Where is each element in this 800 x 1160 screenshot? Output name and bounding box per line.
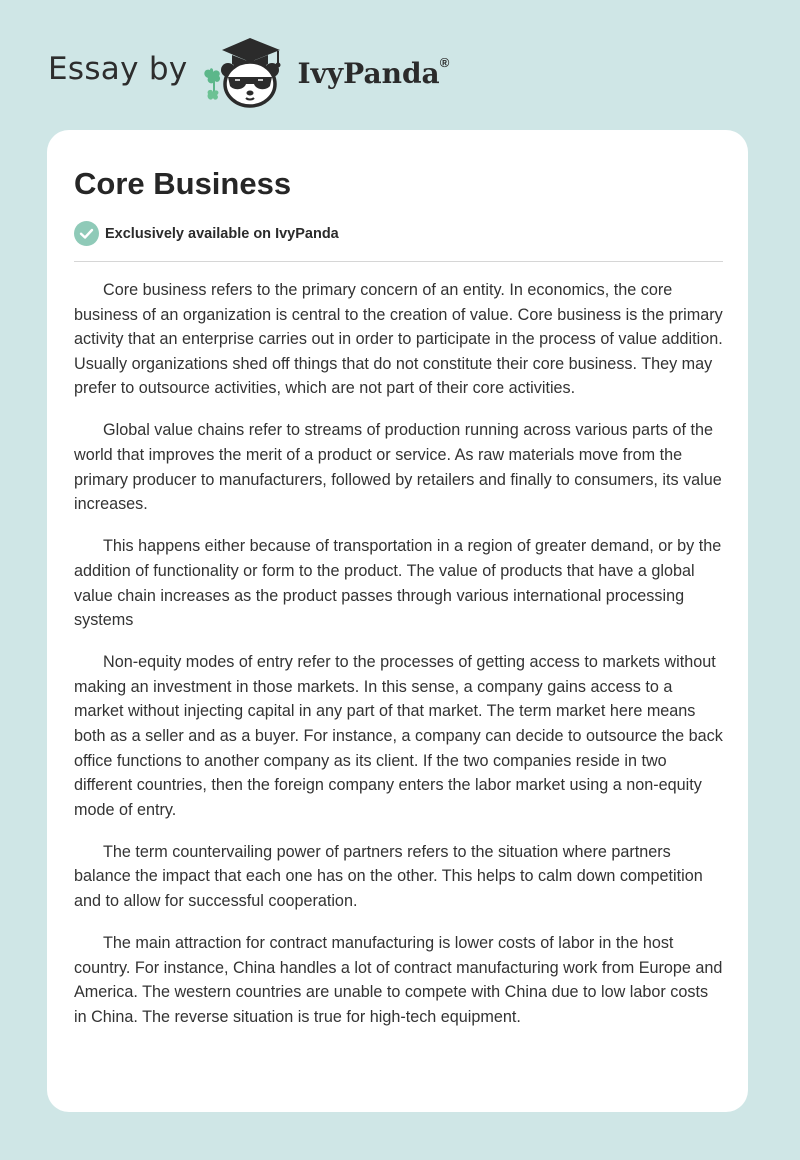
brand-name[interactable] [297,54,450,90]
site-header [48,34,449,110]
exclusive-badge [74,221,339,246]
panda-graduate-icon[interactable] [200,34,292,110]
paragraph: The term countervailing power of partners refers to the situation where partners balance the impact that each one has on the other. This helps to calm down competition and to allow for successful cooperation. [74,842,703,911]
paragraph: Non-equity modes of entry refer to the processes of getting access to markets without making an investment in those markets. In this sense, a company gains access to a market without injecting capital in any part of that market. The term market here means both as a seller and as a buyer. For instance, a company can decide to outsource the back office functions to another company as its client. If the two companies reside in two different countries, then the foreign company enters the labor market using a non-equity mode of entry. [74,653,723,819]
essay-by-label: Essay by [48,51,188,87]
registered-mark: ® [439,54,450,70]
paragraph: Global value chains refer to streams of production running across various parts of the world that improves the merit of a product or service. As raw materials move from the primary producer to manufacturers, followed by retailers and finally to consumers, its value increases. [74,421,722,514]
paragraph: This happens either because of transportation in a region of greater demand, or by the addition of functionality or form to the product. The value of products that have a global value chain increases as the product passes through various international processing systems [74,537,722,630]
essay-card [47,130,748,1112]
brand-text: IvyPanda [297,56,440,90]
paragraph: The main attraction for contract manufacturing is lower costs of labor in the host country. For instance, China handles a lot of contract manufacturing work from Europe and America. The western countries are unable to compete with China due to low labor costs in China. The reverse situation is true for high-tech equipment. [74,934,723,1026]
divider [74,261,723,262]
page-title: Core Business [74,166,292,201]
check-circle-icon [74,221,99,246]
paragraph: Core business refers to the primary concern of an entity. In economics, the core business of an organization is central to the creation of value. Core business is the primary activity that an enterprise carries out in order to participate in the process of value addition. Usually organizations shed off things that do not constitute their core business. They may prefer to outsource activities, which are not part of their core activities. [74,281,723,398]
ivy-leaf-icon [204,68,220,99]
essay-body [74,278,724,1047]
exclusive-badge-label: Exclusively available on IvyPanda [105,225,339,242]
